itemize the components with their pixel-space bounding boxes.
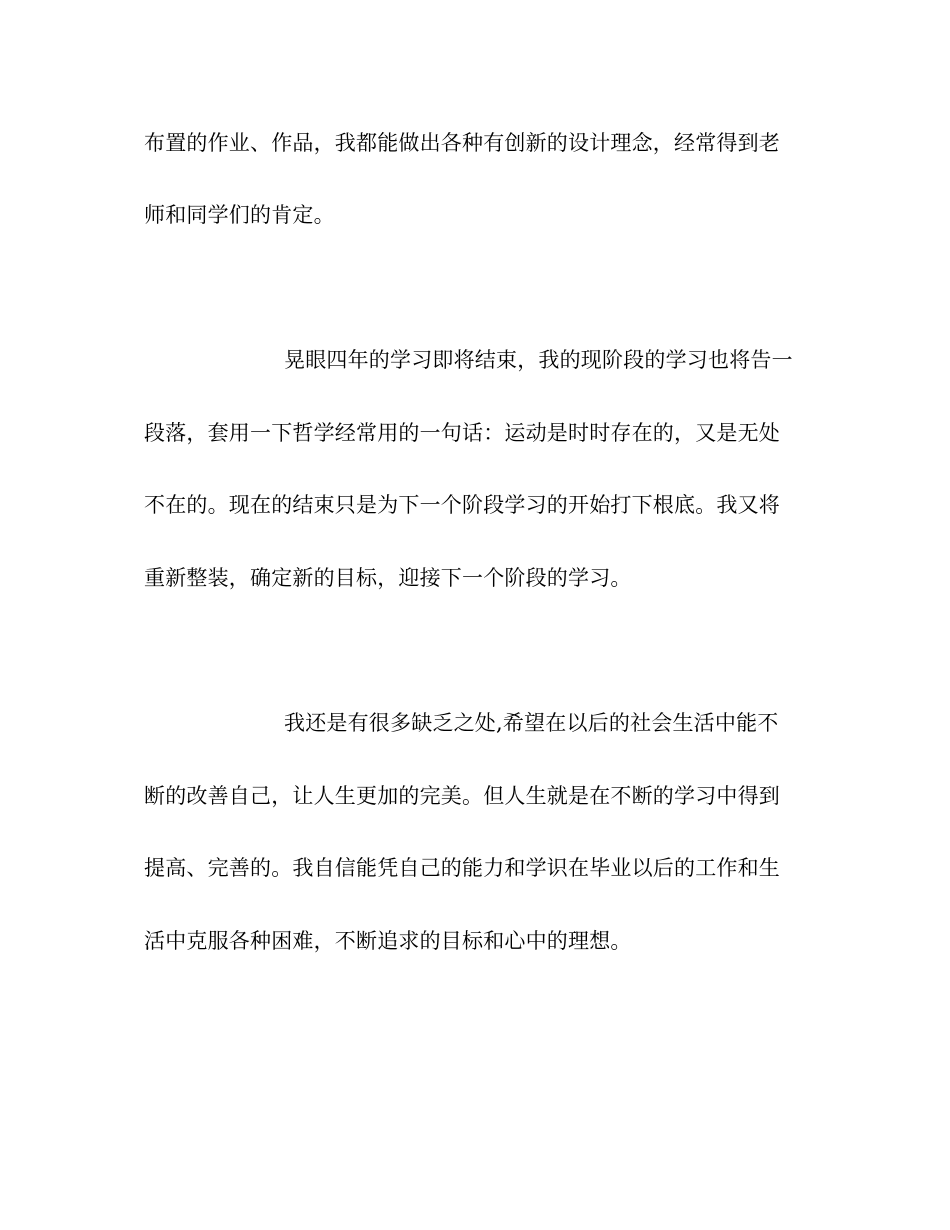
text-line: 活中克服各种困难，不断追求的目标和心中的理想。 bbox=[144, 929, 632, 953]
text-line: 布置的作业、作品，我都能做出各种有创新的设计理念，经常得到老 bbox=[144, 131, 780, 155]
text-line: 师和同学们的肯定。 bbox=[144, 203, 335, 227]
text-line: 我还是有很多缺乏之处,希望在以后的社会生活中能不 bbox=[284, 711, 779, 735]
text-line: 晃眼四年的学习即将结束，我的现阶段的学习也将告一 bbox=[284, 348, 793, 372]
text-line: 断的改善自己，让人生更加的完美。但人生就是在不断的学习中得到 bbox=[144, 784, 780, 808]
text-line: 提高、完善的。我自信能凭自己的能力和学识在毕业以后的工作和生 bbox=[144, 856, 780, 880]
text-line: 不在的。现在的结束只是为下一个阶段学习的开始打下根底。我又将 bbox=[144, 493, 780, 517]
text-line: 段落，套用一下哲学经常用的一句话：运动是时时存在的，又是无处 bbox=[144, 421, 780, 445]
text-line: 重新整装，确定新的目标，迎接下一个阶段的学习。 bbox=[144, 566, 632, 590]
